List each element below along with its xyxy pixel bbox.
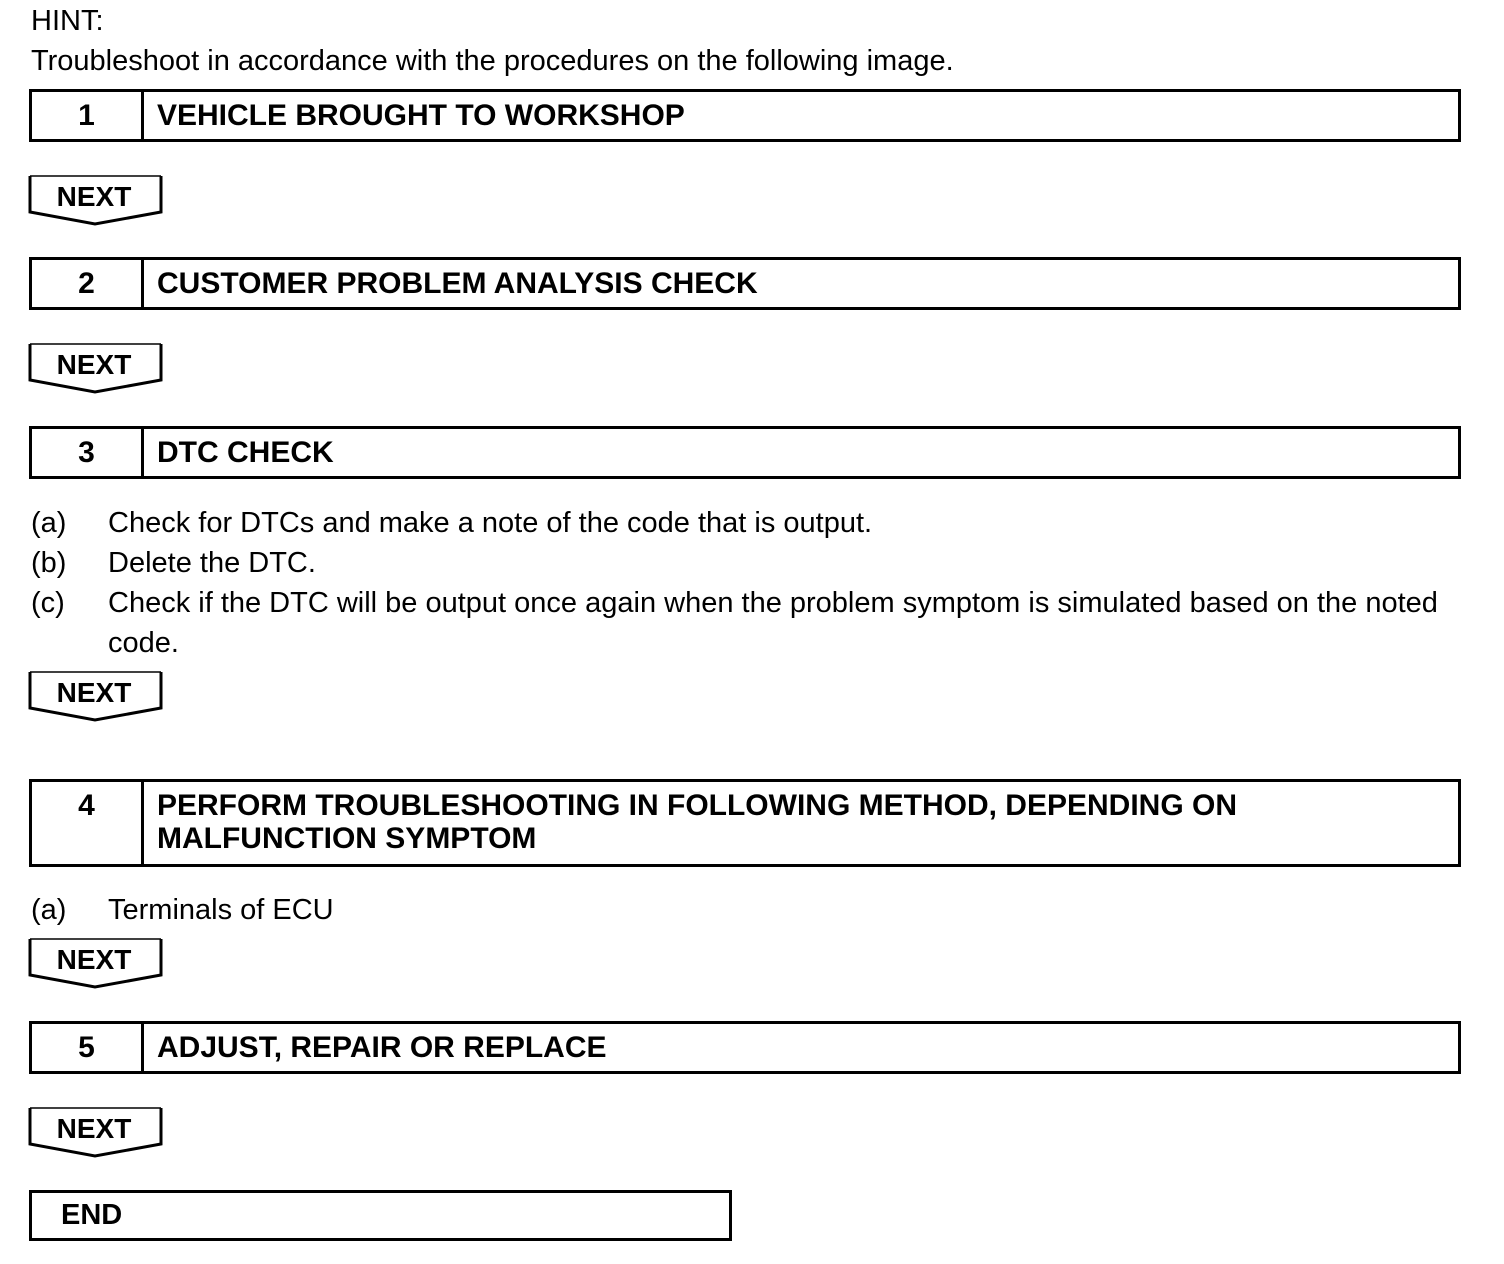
step-title: DTC CHECK bbox=[157, 436, 334, 469]
step-title: CUSTOMER PROBLEM ANALYSIS CHECK bbox=[157, 267, 758, 300]
next-label: NEXT bbox=[56, 677, 132, 708]
next-button[interactable] bbox=[28, 670, 166, 722]
step-title: ADJUST, REPAIR OR REPLACE bbox=[157, 1031, 607, 1064]
end-box: END bbox=[29, 1190, 732, 1241]
step-title: VEHICLE BROUGHT TO WORKSHOP bbox=[157, 99, 685, 132]
step-title-line-1: PERFORM TROUBLESHOOTING IN FOLLOWING METHOD, DEPENDING ON bbox=[157, 789, 1237, 822]
substep-label: (c) bbox=[31, 587, 65, 619]
hint-label: HINT: bbox=[31, 5, 104, 37]
step-3 bbox=[29, 426, 1461, 479]
next-label: NEXT bbox=[56, 1113, 132, 1144]
next-button[interactable] bbox=[28, 937, 166, 989]
step-number: 2 bbox=[32, 260, 144, 307]
next-button[interactable] bbox=[28, 1106, 166, 1158]
substep-label: (a) bbox=[31, 507, 67, 539]
step-number: 1 bbox=[32, 92, 144, 139]
next-label: NEXT bbox=[56, 944, 132, 975]
step-number: 5 bbox=[32, 1024, 144, 1071]
step-title-line-2: MALFUNCTION SYMPTOM bbox=[157, 822, 537, 855]
intro-text: Troubleshoot in accordance with the procedures on the following image. bbox=[31, 45, 954, 77]
step-number: 3 bbox=[32, 429, 144, 476]
substep-label: (a) bbox=[31, 894, 67, 926]
next-label: NEXT bbox=[56, 349, 132, 380]
substep-text: Terminals of ECU bbox=[108, 894, 334, 926]
step-5 bbox=[29, 1021, 1461, 1074]
next-button[interactable] bbox=[28, 174, 166, 226]
substep-text-continued: code. bbox=[108, 627, 179, 659]
substep-text: Check if the DTC will be output once again when the problem symptom is simulated based on the noted bbox=[108, 587, 1438, 619]
step-title bbox=[144, 782, 1458, 864]
next-label: NEXT bbox=[56, 181, 132, 212]
next-button[interactable] bbox=[28, 342, 166, 394]
step-1 bbox=[29, 89, 1461, 142]
step-number: 4 bbox=[32, 782, 144, 864]
step-4 bbox=[29, 779, 1461, 867]
substep-label: (b) bbox=[31, 547, 67, 579]
substep-text: Delete the DTC. bbox=[108, 547, 316, 579]
substep-text: Check for DTCs and make a note of the code that is output. bbox=[108, 507, 873, 539]
step-2 bbox=[29, 257, 1461, 310]
